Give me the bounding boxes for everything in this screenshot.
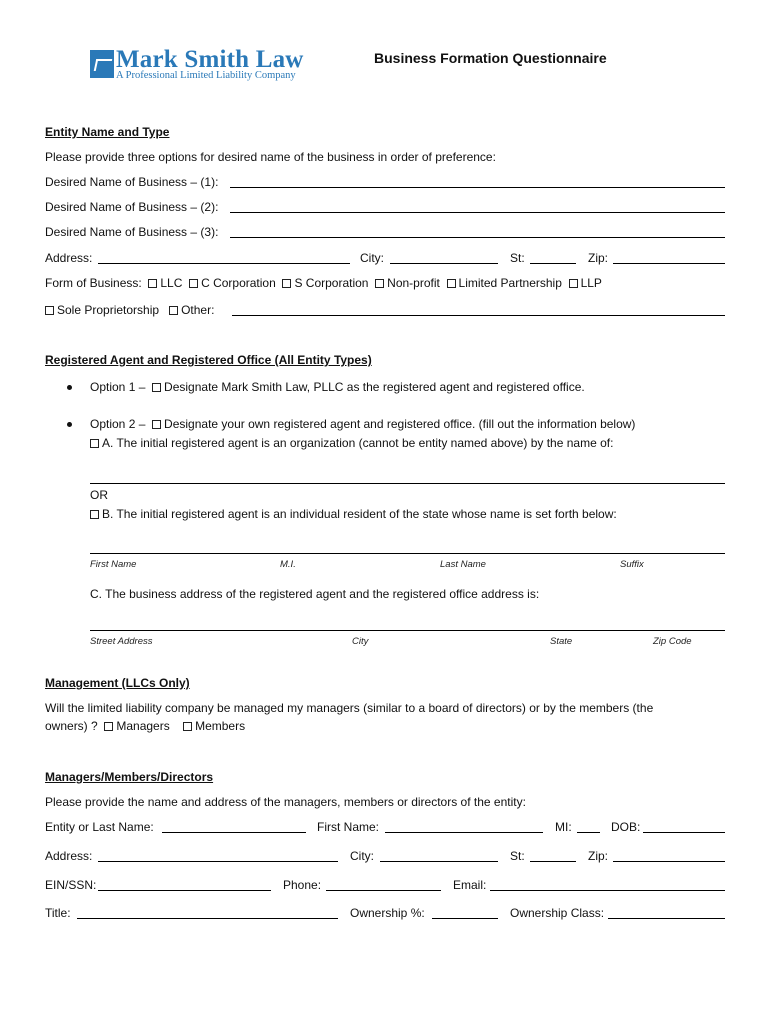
mmd-city-field[interactable]	[380, 861, 498, 862]
management-question-end: owners) ?	[45, 719, 98, 733]
logo-subtitle: A Professional Limited Liability Company	[116, 70, 296, 81]
city-caption: City	[352, 636, 369, 647]
s-corp-label: S Corporation	[294, 276, 369, 290]
mmd-st-field[interactable]	[530, 861, 576, 862]
option-b-checkbox[interactable]	[90, 510, 99, 519]
members-label: Members	[195, 719, 246, 733]
lp-checkbox[interactable]	[447, 279, 456, 288]
mmd-city-label: City:	[350, 849, 374, 863]
c-corp-checkbox[interactable]	[189, 279, 198, 288]
management-question-line1: Will the limited liability company be managed my managers (similar to a board of directors) or by the members (the	[45, 701, 654, 715]
ownership-class-label: Ownership Class:	[510, 906, 605, 920]
state-caption: State	[550, 636, 573, 647]
ownership-pct-label: Ownership %:	[350, 906, 425, 920]
option-c-text: C. The business address of the registered agent and the registered office address is:	[90, 587, 540, 601]
phone-label: Phone:	[283, 878, 322, 892]
name3-field[interactable]	[230, 237, 725, 238]
name1-field[interactable]	[230, 187, 725, 188]
llc-label: LLC	[160, 276, 183, 290]
form-label: Form of Business:	[45, 276, 142, 290]
first-name-label: First Name:	[317, 820, 380, 834]
llp-label: LLP	[580, 276, 602, 290]
option2-text: Designate your own registered agent and registered office. (fill out the information below)	[164, 417, 636, 431]
city-label: City:	[360, 251, 384, 265]
zip-label: Zip:	[588, 251, 609, 265]
mmd-zip-field[interactable]	[613, 861, 725, 862]
mmd-address-label: Address:	[45, 849, 93, 863]
lp-label: Limited Partnership	[458, 276, 562, 290]
first-name-field[interactable]	[385, 832, 543, 833]
agent-org-name-field[interactable]	[90, 483, 725, 484]
managers-label: Managers	[116, 719, 170, 733]
name3-label: Desired Name of Business – (3):	[45, 225, 219, 239]
st-label: St:	[510, 251, 525, 265]
management-heading: Management (LLCs Only)	[45, 676, 190, 690]
or-text: OR	[90, 488, 108, 502]
street-caption: Street Address	[90, 636, 153, 647]
mmd-heading: Managers/Members/Directors	[45, 770, 214, 784]
page-title: Business Formation Questionnaire	[374, 50, 607, 66]
first-name-caption: First Name	[90, 559, 137, 570]
bullet-icon	[67, 385, 72, 390]
zip-field[interactable]	[613, 263, 725, 264]
ein-label: EIN/SSN:	[45, 878, 97, 892]
entity-last-label: Entity or Last Name:	[45, 820, 154, 834]
option2-checkbox[interactable]	[152, 420, 161, 429]
ein-field[interactable]	[98, 890, 271, 891]
other-checkbox[interactable]	[169, 306, 178, 315]
entity-heading: Entity Name and Type	[45, 125, 170, 139]
address-field[interactable]	[98, 263, 350, 264]
mmd-intro: Please provide the name and address of the managers, members or directors of the entity:	[45, 795, 526, 809]
option1	[90, 380, 585, 394]
nonprofit-checkbox[interactable]	[375, 279, 384, 288]
mmd-st-label: St:	[510, 849, 525, 863]
dob-field[interactable]	[643, 832, 725, 833]
c-corp-label: C Corporation	[201, 276, 276, 290]
ownership-class-field[interactable]	[608, 918, 725, 919]
option-a	[90, 436, 613, 450]
last-name-caption: Last Name	[440, 559, 486, 570]
managers-checkbox[interactable]	[104, 722, 113, 731]
option2-prefix: Option 2 –	[90, 417, 146, 431]
st-field[interactable]	[530, 263, 576, 264]
agent-heading: Registered Agent and Registered Office (All Entity Types)	[45, 353, 372, 367]
mi-label: MI:	[555, 820, 572, 834]
option-a-checkbox[interactable]	[90, 439, 99, 448]
ownership-pct-field[interactable]	[432, 918, 498, 919]
agent-address-field[interactable]	[90, 630, 725, 631]
dob-label: DOB:	[611, 820, 641, 834]
name2-field[interactable]	[230, 212, 725, 213]
management-question-line2	[45, 719, 245, 733]
option1-text: Designate Mark Smith Law, PLLC as the registered agent and registered office.	[164, 380, 585, 394]
logo-name: Mark Smith Law	[116, 46, 304, 73]
name2-label: Desired Name of Business – (2):	[45, 200, 219, 214]
mmd-address-field[interactable]	[98, 861, 338, 862]
option1-prefix: Option 1 –	[90, 380, 146, 394]
mi-field[interactable]	[577, 832, 600, 833]
address-label: Address:	[45, 251, 93, 265]
nonprofit-label: Non-profit	[387, 276, 440, 290]
option-a-text: A. The initial registered agent is an organization (cannot be entity named above) by the name of:	[102, 436, 614, 450]
form-of-business	[45, 276, 602, 290]
bullet-icon	[67, 422, 72, 427]
option1-checkbox[interactable]	[152, 383, 161, 392]
option-b	[90, 507, 617, 521]
other-label: Other:	[181, 303, 215, 317]
title-label: Title:	[45, 906, 71, 920]
mmd-zip-label: Zip:	[588, 849, 609, 863]
law-logo-icon	[90, 50, 114, 78]
zip-caption: Zip Code	[653, 636, 692, 647]
option-b-text: B. The initial registered agent is an individual resident of the state whose name is set forth below:	[102, 507, 617, 521]
city-field[interactable]	[390, 263, 498, 264]
s-corp-checkbox[interactable]	[282, 279, 291, 288]
mi-caption: M.I.	[280, 559, 296, 570]
llp-checkbox[interactable]	[569, 279, 578, 288]
agent-individual-field[interactable]	[90, 553, 725, 554]
email-field[interactable]	[490, 890, 725, 891]
members-checkbox[interactable]	[183, 722, 192, 731]
entity-last-field[interactable]	[162, 832, 306, 833]
sole-prop-checkbox[interactable]	[45, 306, 54, 315]
name1-label: Desired Name of Business – (1):	[45, 175, 219, 189]
sole-prop-label: Sole Proprietorship	[57, 303, 160, 317]
suffix-caption: Suffix	[620, 559, 644, 570]
sole-other-row	[45, 303, 214, 317]
title-field[interactable]	[77, 918, 338, 919]
entity-intro: Please provide three options for desired name of the business in order of preference:	[45, 150, 496, 164]
other-field[interactable]	[232, 315, 725, 316]
option2	[90, 417, 635, 431]
llc-checkbox[interactable]	[148, 279, 157, 288]
email-label: Email:	[453, 878, 487, 892]
phone-field[interactable]	[326, 890, 441, 891]
